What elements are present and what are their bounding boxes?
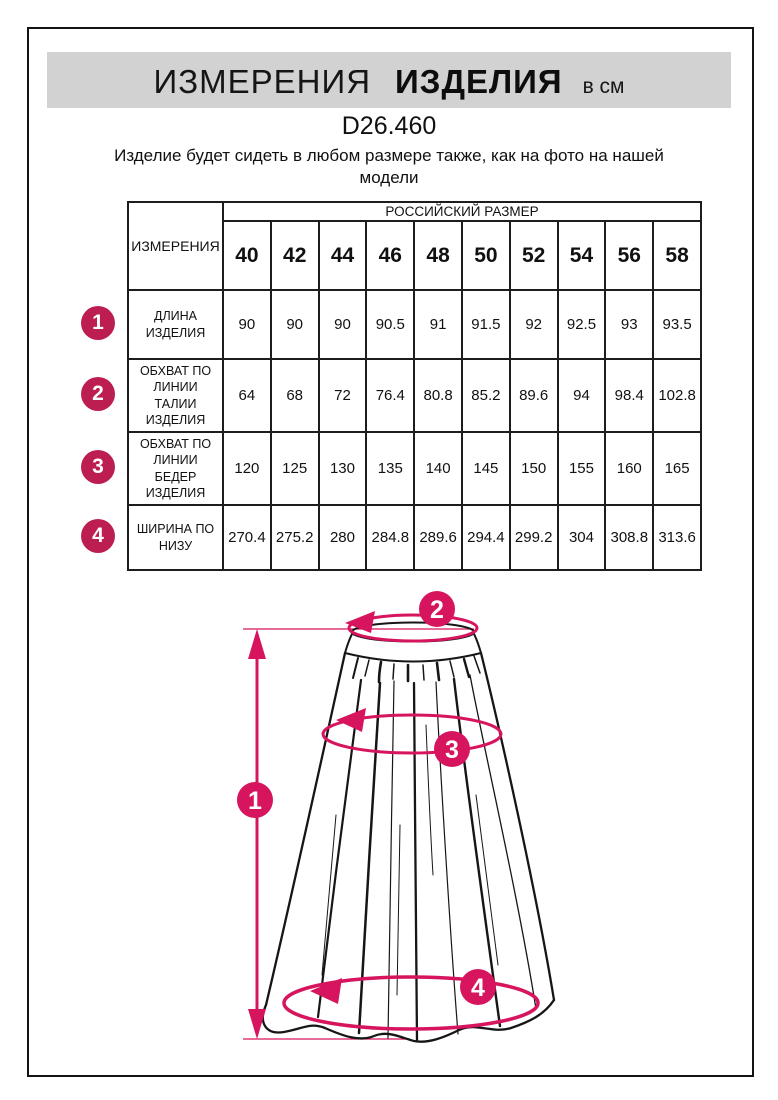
size-column-header: 52 [510,221,558,290]
size-column-header: 48 [414,221,462,290]
table-cell: 93.5 [653,290,701,359]
table-cell: 89.6 [510,359,558,432]
row-marker-badge-4: 4 [81,519,115,553]
table-cell: 165 [653,432,701,505]
size-measurement-table [127,201,702,571]
table-cell: 284.8 [366,505,414,570]
row-label-length: ДЛИНА ИЗДЕЛИЯ [128,290,223,359]
table-cell: 98.4 [605,359,653,432]
table-cell: 304 [558,505,606,570]
table-cell: 140 [414,432,462,505]
table-cell: 155 [558,432,606,505]
row-label-hip-girth: ОБХВАТ ПО ЛИНИИ БЕДЕР ИЗДЕЛИЯ [128,432,223,505]
row-marker-badge-1: 1 [81,306,115,340]
diagram-marker-3-label: 3 [445,736,459,764]
row-marker-badge-2: 2 [81,377,115,411]
table-cell: 270.4 [223,505,271,570]
table-cell: 294.4 [462,505,510,570]
table-cell: 160 [605,432,653,505]
table-cell: 94 [558,359,606,432]
table-cell: 299.2 [510,505,558,570]
table-cell: 90.5 [366,290,414,359]
table-cell: 90 [271,290,319,359]
size-column-header: 54 [558,221,606,290]
table-cell: 280 [319,505,367,570]
size-column-header: 56 [605,221,653,290]
table-cell: 92 [510,290,558,359]
table-cell: 68 [271,359,319,432]
page-title-measurements: ИЗМЕРЕНИЯ [153,63,372,100]
size-column-header: 46 [366,221,414,290]
dimension-length-arrow [248,629,266,1039]
table-cell: 92.5 [558,290,606,359]
table-cell: 91.5 [462,290,510,359]
page-title-product: ИЗДЕЛИЯ [395,63,563,100]
table-cell: 125 [271,432,319,505]
table-row-hip-girth [128,432,701,505]
row-label-waist-girth: ОБХВАТ ПО ЛИНИИ ТАЛИИ ИЗДЕЛИЯ [128,359,223,432]
size-column-header: 40 [223,221,271,290]
table-cell: 76.4 [366,359,414,432]
table-cell: 90 [319,290,367,359]
table-cell: 120 [223,432,271,505]
table-row-length [128,290,701,359]
table-cell: 308.8 [605,505,653,570]
hip-arrowhead [336,708,366,732]
table-cell: 130 [319,432,367,505]
diagram-marker-1-label: 1 [248,787,262,815]
size-column-header: 58 [653,221,701,290]
hem-measure-ellipse [284,977,538,1029]
table-group-header-russian-size: РОССИЙСКИЙ РАЗМЕР [223,202,701,221]
table-row-bottom-width [128,505,701,570]
table-cell: 72 [319,359,367,432]
title-bar [47,52,731,108]
table-cell: 150 [510,432,558,505]
table-cell: 64 [223,359,271,432]
size-column-header: 50 [462,221,510,290]
table-cell: 289.6 [414,505,462,570]
table-cell: 135 [366,432,414,505]
table-cell: 275.2 [271,505,319,570]
skirt-sketch [263,623,554,1042]
fit-note-text: Изделие будет сидеть в любом размере также, как на фото на нашей модели [114,146,664,188]
table-corner-header: ИЗМЕРЕНИЯ [128,202,223,290]
diagram-marker-2-label: 2 [430,596,444,624]
page-title-unit: в см [582,75,625,98]
table-cell: 85.2 [462,359,510,432]
table-cell: 93 [605,290,653,359]
table-cell: 90 [223,290,271,359]
skirt-measurement-diagram [230,585,580,1055]
row-marker-badge-3: 3 [81,450,115,484]
table-row-waist-girth [128,359,701,432]
table-cell: 80.8 [414,359,462,432]
table-cell: 102.8 [653,359,701,432]
diagram-marker-4-label: 4 [471,974,485,1002]
table-cell: 145 [462,432,510,505]
size-column-header: 42 [271,221,319,290]
table-cell: 313.6 [653,505,701,570]
size-column-header: 44 [319,221,367,290]
table-cell: 91 [414,290,462,359]
row-label-bottom-width: ШИРИНА ПО НИЗУ [128,505,223,570]
product-code: D26.460 [341,112,437,140]
